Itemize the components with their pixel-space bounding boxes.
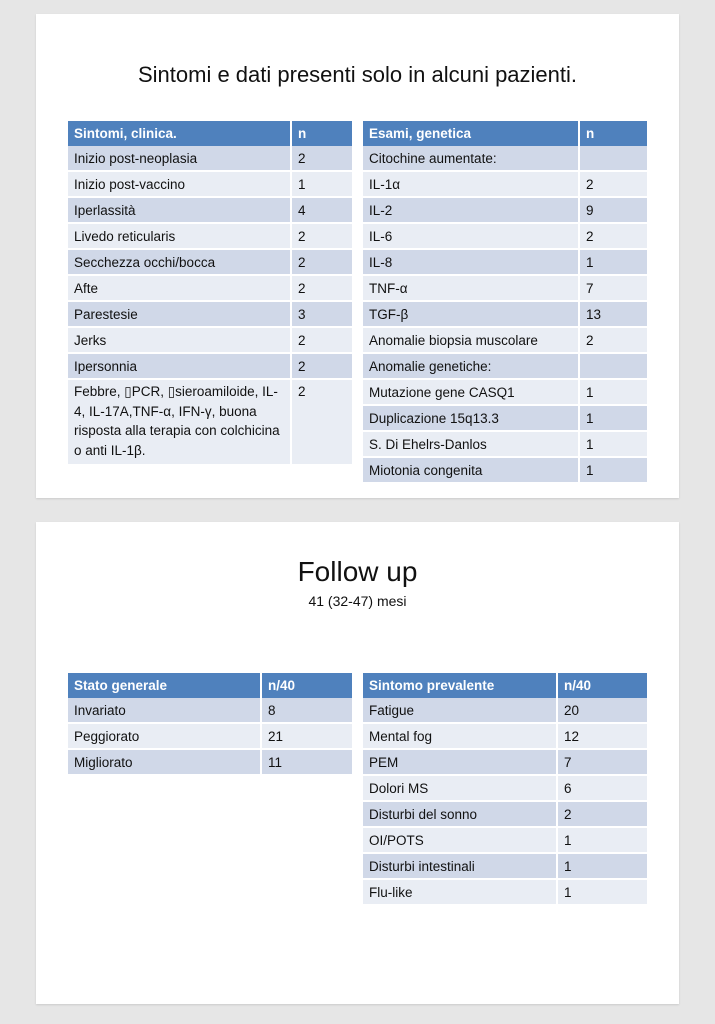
column-header: Sintomi, clinica.	[68, 121, 292, 146]
table-header-row	[363, 673, 647, 698]
table-row	[363, 724, 647, 750]
sintomo-prevalente-table	[363, 673, 647, 906]
table-header-row	[68, 121, 352, 146]
table-cell: 21	[262, 724, 352, 750]
table-cell: 13	[580, 302, 647, 328]
table-row	[363, 354, 647, 380]
table-cell: 1	[558, 880, 647, 906]
table-cell: 2	[580, 328, 647, 354]
table-row	[363, 698, 647, 724]
table-cell: 2	[292, 328, 352, 354]
table-cell: Migliorato	[68, 750, 262, 776]
table-cell: 2	[292, 224, 352, 250]
table-row	[68, 198, 352, 224]
table-cell: Livedo reticularis	[68, 224, 292, 250]
table-cell: Dolori MS	[363, 776, 558, 802]
column-header: n	[292, 121, 352, 146]
table-row	[363, 198, 647, 224]
table-row	[363, 146, 647, 172]
table-cell: 2	[558, 802, 647, 828]
table-cell: Iperlassità	[68, 198, 292, 224]
table-cell: PEM	[363, 750, 558, 776]
table-row	[363, 802, 647, 828]
table-cell: 8	[262, 698, 352, 724]
table-cell: Mental fog	[363, 724, 558, 750]
table-cell: 2	[292, 276, 352, 302]
table-cell: 2	[292, 380, 352, 466]
table-cell: 1	[292, 172, 352, 198]
table-cell: Secchezza occhi/bocca	[68, 250, 292, 276]
column-header: n/40	[262, 673, 352, 698]
table-header-row	[363, 121, 647, 146]
table-cell	[580, 354, 647, 380]
table-cell: Afte	[68, 276, 292, 302]
table-cell: 1	[580, 406, 647, 432]
table-cell: TGF-β	[363, 302, 580, 328]
table-cell: 2	[580, 224, 647, 250]
table-cell: Fatigue	[363, 698, 558, 724]
stato-generale-table	[68, 673, 352, 776]
table-cell: Inizio post-vaccino	[68, 172, 292, 198]
table-row	[68, 354, 352, 380]
slide-title: Follow up	[297, 556, 418, 587]
table-cell: 1	[558, 828, 647, 854]
table-cell: Ipersonnia	[68, 354, 292, 380]
table-row	[68, 302, 352, 328]
table-row	[363, 250, 647, 276]
table-cell: 11	[262, 750, 352, 776]
table-row	[363, 328, 647, 354]
table-cell: 2	[292, 250, 352, 276]
table-row	[363, 406, 647, 432]
table-cell: 1	[558, 854, 647, 880]
table-row	[363, 172, 647, 198]
table-header-row	[68, 673, 352, 698]
table-cell: Jerks	[68, 328, 292, 354]
table-row	[363, 750, 647, 776]
table-cell: S. Di Ehelrs-Danlos	[363, 432, 580, 458]
table-cell: Invariato	[68, 698, 262, 724]
slide-subtitle: 41 (32-47) mesi	[308, 593, 407, 609]
esami-table	[363, 121, 647, 484]
table-cell: Anomalie biopsia muscolare	[363, 328, 580, 354]
table-cell: 6	[558, 776, 647, 802]
table-row	[68, 276, 352, 302]
column-header: Stato generale	[68, 673, 262, 698]
table-cell	[580, 146, 647, 172]
table-cell: Disturbi del sonno	[363, 802, 558, 828]
table-cell: Citochine aumentate:	[363, 146, 580, 172]
table-cell: 9	[580, 198, 647, 224]
table-row	[363, 776, 647, 802]
table-cell: 7	[580, 276, 647, 302]
column-header: Esami, genetica	[363, 121, 580, 146]
table-cell: 2	[292, 146, 352, 172]
slide-follow-up	[36, 522, 679, 1004]
table-row	[363, 224, 647, 250]
table-cell: 2	[580, 172, 647, 198]
table-cell: IL-6	[363, 224, 580, 250]
table-cell: 1	[580, 380, 647, 406]
table-cell: Anomalie genetiche:	[363, 354, 580, 380]
table-cell: 7	[558, 750, 647, 776]
table-row	[363, 302, 647, 328]
table-cell: Miotonia congenita	[363, 458, 580, 484]
table-cell: Peggiorato	[68, 724, 262, 750]
table-cell: 4	[292, 198, 352, 224]
table-cell: Febbre, ▯PCR, ▯sieroamiloide, IL-4, IL-17A,TNF-α, IFN-γ, buona risposta alla terapia con colchicina o anti IL-1β.	[68, 380, 292, 466]
table-cell: Disturbi intestinali	[363, 854, 558, 880]
table-row	[68, 146, 352, 172]
slide-sintomi	[36, 14, 679, 498]
table-cell: 1	[580, 250, 647, 276]
table-cell: IL-2	[363, 198, 580, 224]
table-row	[68, 172, 352, 198]
table-row	[363, 380, 647, 406]
table-cell: IL-8	[363, 250, 580, 276]
table-cell: IL-1α	[363, 172, 580, 198]
table-cell: Parestesie	[68, 302, 292, 328]
table-row	[68, 380, 352, 466]
table-cell: 3	[292, 302, 352, 328]
table-row	[68, 224, 352, 250]
table-cell: OI/POTS	[363, 828, 558, 854]
table-row	[68, 328, 352, 354]
table-cell: Flu-like	[363, 880, 558, 906]
column-header: Sintomo prevalente	[363, 673, 558, 698]
table-cell: 2	[292, 354, 352, 380]
table-cell: Inizio post-neoplasia	[68, 146, 292, 172]
slide-title: Sintomi e dati presenti solo in alcuni pazienti.	[137, 62, 578, 87]
table-row	[68, 698, 352, 724]
table-row	[363, 880, 647, 906]
column-header: n/40	[558, 673, 647, 698]
table-row	[68, 250, 352, 276]
table-cell: TNF-α	[363, 276, 580, 302]
table-row	[363, 828, 647, 854]
table-cell: 12	[558, 724, 647, 750]
sintomi-table	[68, 121, 352, 466]
table-cell: 1	[580, 432, 647, 458]
table-cell: Mutazione gene CASQ1	[363, 380, 580, 406]
table-row	[363, 854, 647, 880]
table-cell: 1	[580, 458, 647, 484]
table-cell: 20	[558, 698, 647, 724]
table-cell: Duplicazione 15q13.3	[363, 406, 580, 432]
table-row	[68, 724, 352, 750]
column-header: n	[580, 121, 647, 146]
table-row	[363, 458, 647, 484]
table-row	[363, 276, 647, 302]
table-row	[363, 432, 647, 458]
table-row	[68, 750, 352, 776]
